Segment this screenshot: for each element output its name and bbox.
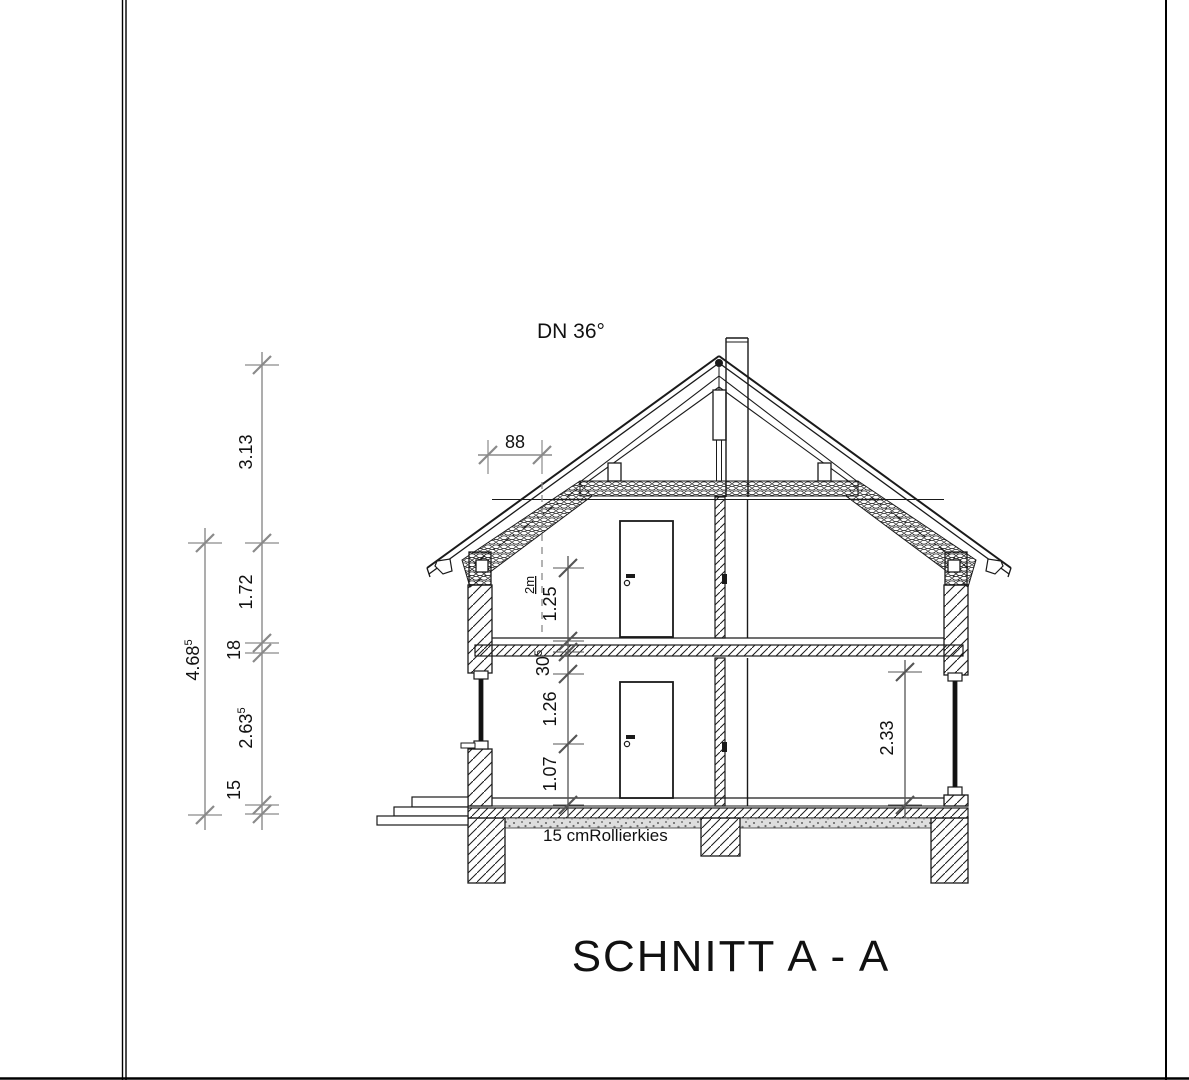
dim-floor-slab: 18 (224, 639, 244, 661)
dim-ground-sill: 1.07 (540, 756, 560, 792)
chimney (726, 338, 748, 806)
gutter-right (986, 559, 1003, 574)
upper-floor-slab (475, 645, 963, 656)
dim-base-plate: 15 (224, 779, 244, 801)
step-top (412, 797, 468, 807)
step-bottom (377, 816, 468, 825)
eave-purlin-left (476, 560, 488, 572)
wall-right-upper (944, 585, 968, 675)
eave-purlin-right (948, 560, 960, 572)
step-middle (394, 807, 468, 816)
foundation-right (931, 818, 968, 883)
collar-ceiling-insulation (580, 481, 858, 496)
roof-timber (608, 367, 831, 481)
gravel-layer-right (740, 818, 931, 828)
interior-wall-upper (715, 497, 725, 638)
dim-ground-storey: 2.63$^5$ (236, 707, 256, 749)
door-upper-floor (620, 521, 673, 637)
gutter-left (435, 559, 452, 574)
wall-left-lower (468, 749, 492, 806)
dim-upper-parapet: 1.25 (540, 586, 560, 622)
purlin-right (818, 463, 831, 481)
dim-floor-package: $30^5$ (533, 649, 553, 677)
purlin-left (608, 463, 621, 481)
headroom-marker-label: 2m (522, 575, 537, 595)
wall-left-upper (468, 585, 492, 673)
dim-total-height: 4.68$^5$ (183, 639, 203, 681)
door-handle-icon (626, 574, 635, 578)
king-post (713, 390, 726, 440)
door-ground-floor (620, 682, 673, 798)
drawing-title: SCHNITT A - A (571, 932, 891, 981)
foundation-left (468, 818, 505, 883)
window-right (948, 673, 962, 795)
dim-ground-lintel: 1.26 (540, 691, 560, 727)
ridge-point (715, 359, 723, 367)
chimney-cleanout-ground (722, 742, 727, 752)
chimney-cleanout-upper (722, 574, 727, 584)
dim-knee-offset: 88 (504, 432, 526, 452)
doors (620, 521, 673, 798)
ground-floor-slab (468, 808, 968, 818)
window-left (461, 671, 488, 749)
interior-wall-ground (715, 658, 725, 806)
dim-ridge-to-eave: 3.13 (236, 434, 256, 470)
door-handle-icon (626, 735, 635, 739)
dim-room-height: 2.33 (877, 720, 897, 756)
foundation-center (701, 818, 740, 856)
roof-pitch-label: DN 36° (537, 320, 605, 343)
dim-eave-to-upper-floor: 1.72 (236, 574, 256, 610)
wall-right-lower (944, 795, 968, 806)
entrance-steps (377, 797, 468, 825)
foundation-note: 15 cmRollierkies (543, 826, 668, 845)
